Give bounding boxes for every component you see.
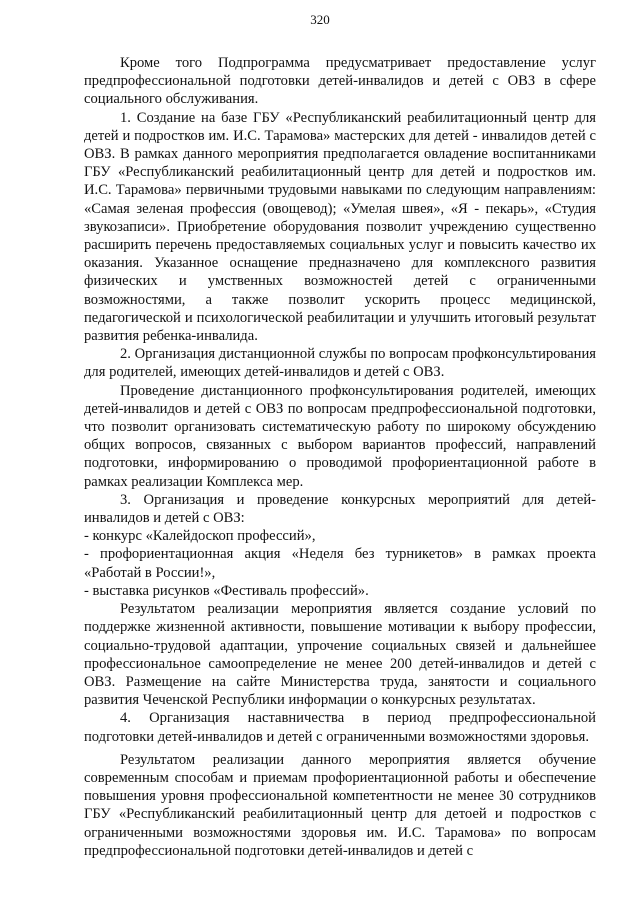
paragraph-mentoring-results: Результатом реализации данного мероприятия является обучение современным способам и приемам профориентационной работы и обеспечение повышения уровня профессиональной компетентности не менее 30 сотрудников ГБУ «Республиканский реабилитационный центр для детоей и подростков с ограниченными возможностями здоровья им. И.С. Тарамова» по вопросам предпрофессиональной подготовки детей-инвалидов и детей с bbox=[84, 751, 596, 859]
list-item-campaign: - профориентационная акция «Неделя без турникетов» в рамках проекта «Работай в России!», bbox=[84, 546, 596, 581]
paragraph-item-1-workshops: 1. Создание на базе ГБУ «Республиканский реабилитационный центр для детей и подростков им. И.С. Тарамова» мастерских для детей - инвалидов детей с ОВЗ. В рамках данного мероприятия предполагается овладение воспитанниками ГБУ «Республиканский реабилитационный центр для детей и подростков им. И.С. Тарамова» первичными трудовыми навыками по следующим направлениям: «Самая зеленая профессия (овощевод); «Умелая швея», «Я - пекарь», «Студия звукозаписи». Приобретение оборудования позволит учреждению существенно расширить перечень предоставляемых социальных услуг и повысить качество их оказания. Указанное оснащение предназначено для комплексного развития физических и умственных возможностей детей с ограниченными возможностями, а также позволит ускорить процесс медицинской, педагогической и психологической реабилитации и улучшить итоговый результат развития ребенка-инвалида. bbox=[84, 109, 596, 345]
page-number: 320 bbox=[310, 12, 330, 27]
document-body bbox=[84, 54, 596, 860]
paragraph-intro: Кроме того Подпрограмма предусматривает предоставление услуг предпрофессиональной подготовки детей-инвалидов и детей с ОВЗ в сфере социального обслуживания. bbox=[84, 55, 596, 108]
list-item-contest: - конкурс «Калейдоскоп профессий», bbox=[84, 528, 316, 545]
paragraph-item-2-remote-service: 2. Организация дистанционной службы по вопросам профконсультирования для родителей, имеющих детей-инвалидов и детей с ОВЗ. bbox=[84, 346, 596, 381]
paragraph-item-4-mentoring: 4. Организация наставничества в период предпрофессиональной подготовки детей-инвалидов и детей с ограниченными возможностями здоровья. bbox=[84, 710, 596, 745]
paragraph-contest-results: Результатом реализации мероприятия является создание условий по поддержке жизненной активности, повышение мотивации к выбору профессии, социально-трудовой адаптации, упрочение социальных связей и дальнейшее профессиональное самоопределение не менее 200 детей-инвалидов и детей с ОВЗ. Размещение на сайте Министерства труда, занятости и социального развития Чеченской Республики информации о конкурсных результатах. bbox=[84, 601, 596, 709]
list-item-exhibition: - выставка рисунков «Фестиваль профессий». bbox=[84, 582, 369, 599]
paragraph-remote-consulting: Проведение дистанционного профконсультирования родителей, имеющих детей-инвалидов и детей с ОВЗ по вопросам предпрофессиональной подготовки, что позволит организовать систематическую работу по широкому обсуждению общих вопросов, связанных с выбором вариантов профессий, направлений подготовки, информированию о проводимой профориентационной работе в рамках реализации Комплекса мер. bbox=[84, 382, 596, 490]
paragraph-item-3-contests: 3. Организация и проведение конкурсных мероприятий для детей-инвалидов и детей с ОВЗ: bbox=[84, 491, 596, 527]
